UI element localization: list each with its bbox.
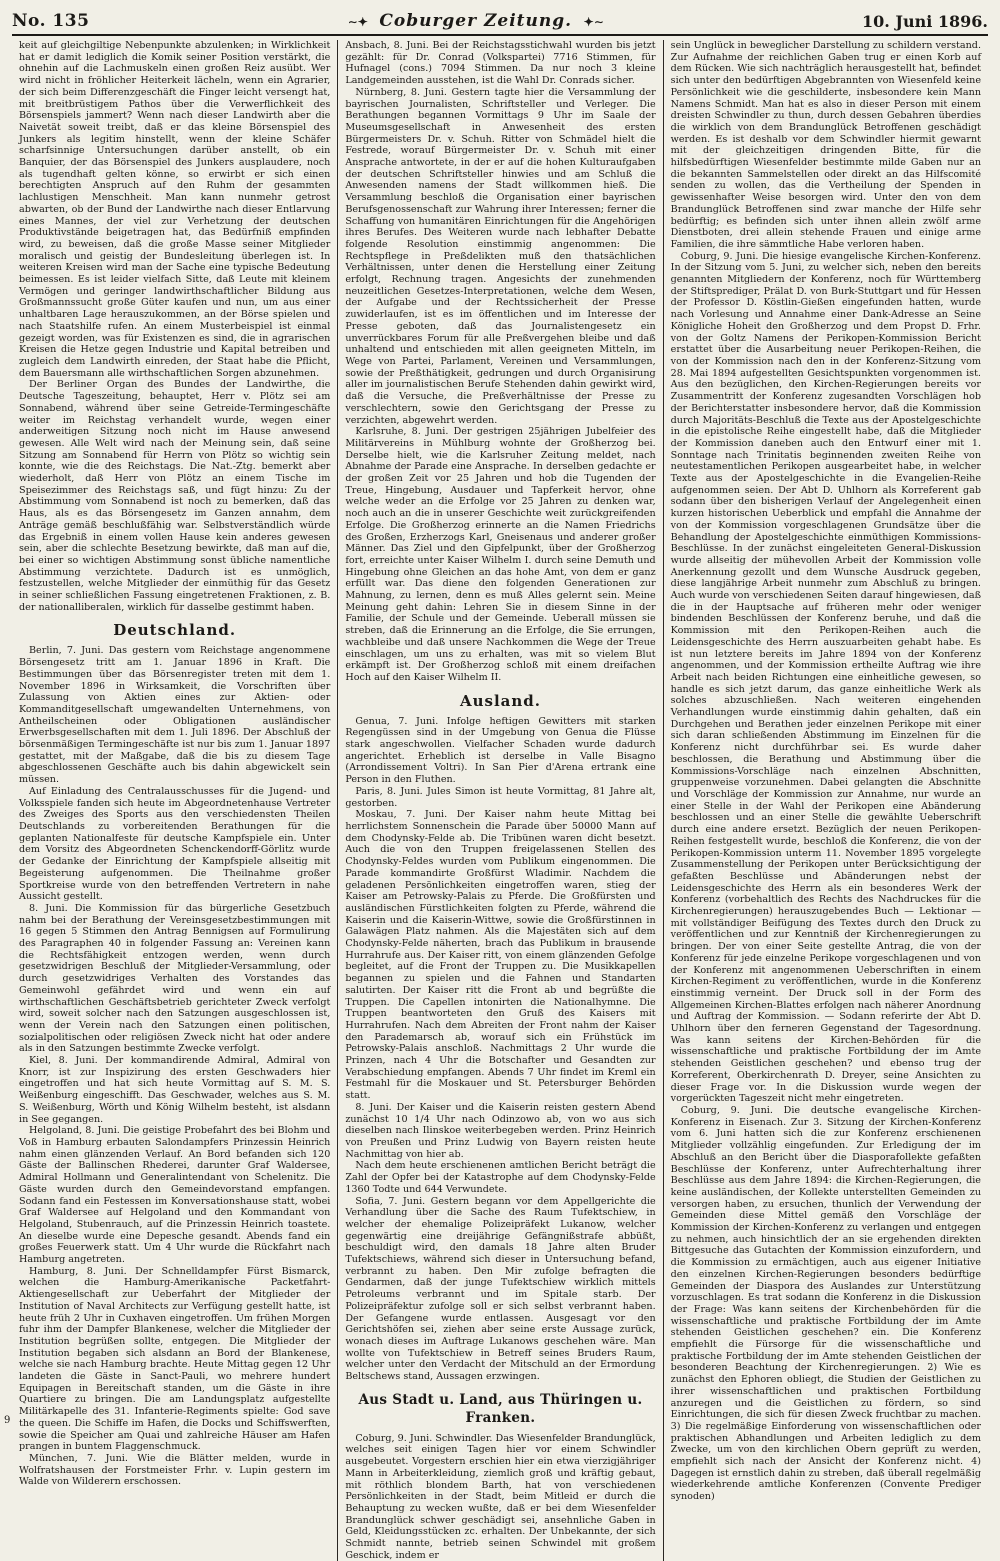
news-item-hamburg: Hamburg, 8. Juni. Der Schnelldampfer Fürst Bismarck, welchen die Hamburg-Amerikanische Packetfahrt-Aktiengesellschaft zur Ueberfahrt der Mitglieder der Institution of Naval Architects zur Verfügung gestellt hatte, ist heute früh 2 Uhr in Cuxhaven eingetroffen. Um frühen Morgen fuhr ihm der Dampfer Blankenese, welcher die Mitglieder der Institution begrüßen sollte, entgegen. Die Mitglieder der Institution begaben sich alsdann an Bord der Blankenese, welche sie nach Hamburg brachte. Heute Mittag gegen 12 Uhr landeten die Gäste in Sanct-Pauli, wo mehrere hundert Equipagen in Bereitschaft standen, um die Gäste in ihre Quartiere zu bringen. Die am Landungsplatz aufgestellte Militärkapelle des 31. Infanterie-Regiments spielte: God save the queen. Die Schiffe im Hafen, die Docks und Schiffswerften, sowie die Speicher am Quai und zahlreiche Häuser am Hafen prangen in buntem Flaggenschmuck. xyxy=(19,1265,331,1453)
news-item: Nach dem heute erschienenen amtlichen Bericht beträgt die Zahl der Opfer bei der Katastrophe auf dem Chodynsky-Felde 1360 Todte und 644 Verwundete. xyxy=(345,1160,656,1195)
news-item: Auf Einladung des Centralausschusses für die Jugend- und Volksspiele fanden sich heute im Abgeordnetenhause Vertreter des Zweiges des Sports aus den verschiedensten Theilen Deutschlands zu vorbereitenden Berathungen für die geplanten Nationalfeste für deutsche Kampfspiele ein. Unter dem Vorsitz des Abgeordneten Schenckendorff-Görlitz wurde der Gedanke der Einrichtung der Kampfspiele allseitig mit Begeisterung aufgenommen. Die Theilnahme großer Sportkreise wurde von den betreffenden Vertretern in nahe Aussicht gestellt. xyxy=(19,785,331,903)
news-item-coburg: Coburg, 9. Juni. Schwindler. Das Wiesenfelder Brandunglück, welches seit einigen Tagen hier vor einem Schwindler ausgebeutet. Vorgestern erschien hier ein etwa vierzigjähriger Mann in Arbeiterkleidung, ziemlich groß und kräftig gebaut, mit röthlich blondem Barth, hat von verschiedenen Persönlichkeiten in der Stadt, beim Mitleid er durch die Behauptung zu wecken wußte, daß er bei dem Wiesenfelder Brandunglück schwer geschädigt sei, ansehnliche Gaben in Geld, Kleidungsstücken zc. erhalten. Der Unbekannte, der sich Schmidt nannte, betrieb seinen Schwindel mit großem Geschick, indem er xyxy=(345,1432,656,1561)
section-heading-text: Deutschland. xyxy=(113,621,237,640)
column-1 xyxy=(12,40,337,1561)
article-paragraph: sein Unglück in beweglicher Darstellung zu schildern verstand. Zur Aufnahme der reichlichen Gaben trug er einen Korb auf dem Rücken. Wie sich nachträglich herausgestellt hat, befindet sich unter den bedürftigen Abgebrannten von Wiesenfeld keine Persönlichkeit wie die geschilderte, insbesondere kein Mann Namens Schmidt. Man hat es also in dieser Person mit einem dreisten Schwindler zu thun, durch dessen Gebahren überdies die wirklich von dem Brandunglück Betroffenen geschädigt werden. Es ist deshalb vor dem Schwindler hiermit gewarnt mit der gleichzeitigen dringenden Bitte, für die hilfsbedürftigen Wiesenfelder bestimmte milde Gaben nur an die bekannten Sammelstellen oder direkt an das Hilfscomité senden zu wollen, das die Vertheilung der Spenden in gewissenhafter Weise besorgen wird. Unter den von dem Brandunglück Betroffenen sind zwar manche der Hilfe sehr bedürftig; es befinden sich unter ihnen allein zwölf arme Dienstboten, drei allein stehende Frauen und einige arme Familien, die ihre sämmtliche Habe verloren haben. xyxy=(670,40,981,250)
newspaper-title: Coburger Zeitung. xyxy=(379,11,573,31)
columns xyxy=(12,40,988,1561)
section-heading-ausland xyxy=(345,692,655,710)
section-heading-text: Ausland. xyxy=(459,691,541,710)
news-item: 8. Juni. Der Kaiser und die Kaiserin reisten gestern Abend zunächst 10 1/4 Uhr nach Odinzowo ab, von wo aus sich dieselben nach Ilinskoe weiterbegeben werden. Prinz Heinrich von Preußen und Prinz Ludwig von Bayern reisten heute Nachmittag von hier ab. xyxy=(345,1101,656,1160)
news-item-ansbach: Ansbach, 8. Juni. Bei der Reichstagsstichwahl wurden bis jetzt gezählt: für Dr. Conrad (Volkspartei) 7716 Stimmen, für Hufnagel (cons.) 7094 Stimmen. Da nur noch 3 kleine Landgemeinden ausstehen, ist die Wahl Dr. Conrads sicher. xyxy=(345,40,656,87)
news-item-sofia: Sofia, 7. Juni. Gestern begann vor dem Appellgerichte die Verhandlung über die Sache des Raum Tufektschiew, in welcher der ehemalige Polizeipräfekt Lukanow, welcher gegenwärtig eine dreijährige Gefängnißstrafe abbüßt, beschuldigt wird, den damals 18 Jahre alten Bruder Tufektschiews, während sich dieser in Untersuchung befand, verbrannt zu haben. Den Mir zufolge befragten die Gendarmen, daß der junge Tufektschiew wirklich mittels Petroleums verbrannt und im Spitale starb. Der Polizeipräfektur zufolge soll er sich selbst verbrannt haben. Der Gefangene wurde entlassen. Ausgesagt vor den Gerichtshöfen sei, ziehen aber seine erste Aussage zurück, wonach dieses im Auftrage Lukanows geschehen wäre. Man wollte von Tufektschiew in Betreff seines Bruders Raum, welcher unter den Verdacht der Mitschuld an der Ermordung Beltschews stand, Aussagen erzwingen. xyxy=(345,1195,656,1383)
news-item-karlsruhe: Karlsruhe, 8. Juni. Der gestrigen 25jährigen Jubelfeier des Militärvereins in Mühlburg wohnte der Großherzog bei. Derselbe hielt, wie die Karlsruher Zeitung meldet, nach Abnahme der Parade eine Ansprache. In derselben gedachte er der großen Zeit vor 25 Jahren und hob die Tugenden der Treue, Hingebung, Ausdauer und Tapferkeit hervor, ohne welche weder an die Erfolge vor 25 Jahren zu denken war, noch auch an die in unserer Geschichte weit zurückgreifenden Erfolge. Die Großherzog erinnerte an die Namen Friedrichs des Großen, Erzherzogs Karl, Gneisenaus und anderer großer Männer. Das Ziel und den Gipfelpunkt, über der Großherzog fort, erreichte unter Kaiser Wilhelm I. durch seine Demuth und Hingebung ohne Gleichen an das hohe Amt, von dem er ganz erfüllt war. Das diene den folgenden Generationen zur Mahnung, zu lernen, denn es muß Alles gelernt sein. Meine Meinung geht dahin: Lehren Sie in diesem Sinne in der Familie, der Schule und der Gemeinde. Ueberall müssen sie streben, daß die Erinnerung an die Erfolge, die Sie errungen, wachbleibe und daß unsere Nachkommen die Wege der Treue einschlagen, um uns zu erhalten, was mit so vielem Blut erkämpft ist. Der Großherzog schloß mit einem dreifachen Hoch auf den Kaiser Wilhelm II. xyxy=(345,426,656,683)
news-item-moskau: Moskau, 7. Juni. Der Kaiser nahm heute Mittag bei herrlichstem Sonnenschein die Parade über 50000 Mann auf dem Chodynsky-Felde ab. Die Tribünen waren dicht besetzt. Auch die von den Truppen freigelassenen Stellen des Chodynsky-Feldes wurden vom Publikum eingenommen. Die Parade kommandirte Großfürst Wladimir. Nachdem die geladenen Persönlichkeiten eingetroffen waren, stieg der Kaiser am Petrowsky-Palais zu Pferde. Die Großfürsten und ausländischen Fürstlichkeiten folgten zu Pferde, während die Kaiserin und die Kaiserin-Wittwe, sowie die Großfürstinnen in Galawägen Platz nahmen. Als die Majestäten sich auf dem Chodynsky-Felde näherten, brach das Publikum in brausende Hurrahrufe aus. Der Kaiser ritt, von einem glänzenden Gefolge begleitet, auf die Front der Truppen zu. Die Musikkapellen begannen zu spielen und die Fahnen und Standarten salutirten. Der Kaiser ritt die Front ab und begrüßte die Truppen. Die Capellen intonirten die Nationalhymne. Die Truppen beantworteten den Gruß des Kaisers mit Hurrahrufen. Nach dem Abreiten der Front nahm der Kaiser den Parademarsch ab, worauf sich ein Frühstück im Petrowsky-Palais anschloß. Nachmittags 2 Uhr wurde die Prinzen, nach 4 Uhr die Botschafter und Gesandten zur Verabschiedung empfangen. Abends 7 Uhr findet im Kreml ein Festmahl für die Moskauer und St. Petersburger Behörden statt. xyxy=(345,809,656,1102)
column-2 xyxy=(337,40,662,1561)
corner-mark: 9 xyxy=(4,1415,11,1426)
masthead-center xyxy=(342,11,610,31)
issue-date: 10. Juni 1896. xyxy=(862,11,988,31)
ornament-left-icon: ∼✦ xyxy=(347,15,368,29)
section-heading-text: Aus Stadt u. Land, aus Thüringen u. Franken. xyxy=(358,1391,643,1426)
column-3 xyxy=(663,40,988,1561)
masthead xyxy=(12,8,988,36)
news-item: 8. Juni. Die Kommission für das bürgerliche Gesetzbuch nahm bei der Berathung der Vereinsgesetzbestimmungen mit 16 gegen 5 Stimmen den Antrag Bennigsen auf Formulirung des Paragraphen 40 in folgender Fassung an: Vereinen kann die Rechtsfähigkeit entzogen werden, wenn durch gesetzwidrigen Beschluß der Mitglieder-Versammlung, oder durch gesetzwidriges Verhalten des Vorstandes das Gemeinwohl gefährdet wird und wenn ein auf wirthschaftlichen Geschäftsbetrieb gerichteter Zweck verfolgt wird, soweit solcher nach den Satzungen ausgeschlossen ist, wenn der Verein nach den Satzungen einen politischen, sozialpolitischen oder religiösen Zweck nicht hat oder andere als in den Satzungen bestimmte Zwecke verfolgt. xyxy=(19,902,331,1055)
section-heading-stadt-und-land xyxy=(345,1391,655,1427)
news-item-muenchen: München, 7. Juni. Wie die Blätter melden, wurde in Wolfratshausen der Forstmeister Frhr. v. Lupin gestern im Walde von Wilderern erschossen. xyxy=(19,1452,331,1488)
news-item-helgoland: Helgoland, 8. Juni. Die geistige Probefahrt des bei Blohm und Voß in Hamburg erbauten Salondampfers Prinzessin Heinrich nahm einen glänzenden Verlauf. An Bord befanden sich 120 Gäste der Ballinschen Rhederei, darunter Graf Waldersee, Admiral Hollmann und Generalintendant von Schelenitz. Die Gäste wurden durch den Gemeindevorstand empfangen. Sodann fand ein Festessen im Konversationshause statt, wobei Graf Waldersee auf Helgoland und den Kommandant von Helgoland, Stubenrauch, auf die Prinzessin Heinrich toastete. An dieselbe wurde eine Depesche gesandt. Abends fand ein großes Feuerwerk statt. Um 4 Uhr wurde die Rückfahrt nach Hamburg angetreten. xyxy=(19,1125,331,1266)
news-item-genua: Genua, 7. Juni. Infolge heftigen Gewitters mit starken Regengüssen sind in der Umgebung von Genua die Flüsse stark angeschwollen. Vielfacher Schaden wurde dadurch angerichtet. Erheblich ist derselbe in Valle Bisagno (Arrondissement Voltri). In San Pier d'Arena ertrank eine Person in den Fluthen. xyxy=(345,715,656,786)
issue-number: No. 135 xyxy=(12,11,90,31)
section-heading-deutschland xyxy=(19,621,330,639)
article-paragraph: keit auf gleichgiltige Nebenpunkte abzulenken; in Wirklichkeit hat er damit lediglich die Komik seiner Position verstärkt, die ohnehin auf die Lachmuskeln einen großen Reiz ausübt. Wer wird nicht in fröhlicher Heiterkeit lächeln, wenn ein Agrarier, der sich beim Differenzgeschäft die Finger leicht versengt hat, mit breitbrüstigem Pathos über die Verwerflichkeit des Börsenspiels jammert? Wenn nach dieser Landwirth aber die Naivetät soweit treibt, daß er das kleine Börsenspiel des Junkers als legitim hinstellt, wenn der kleine Schäfer scharfsinnige Untersuchungen darüber anstellt, ob ein Banquier, der das Börsenspiel des Junkers ausplaudere, noch als tugendhaft gelten könne, so erwirbt er sich einen berechtigten Anspruch auf den Ruhm der gesammten lachlustigen Menschheit. Man kann nunmehr getrost abwarten, ob der Bund der Landwirthe nach dieser Entlarvung eines Mannes, der viel zur Verhetzung der deutschen Produktivstände beigetragen hat, das Bedürfniß empfinden wird, zu beweisen, daß die große Masse seiner Mitglieder moralisch und geistig der Bundesleitung überlegen ist. In weiteren Kreisen wird man der Sache eine typische Bedeutung beimessen. Es ist leider vielfach Sitte, daß Leute mit kleinem Vermögen und geringer landwirthschaftlicher Bildung aus Großmannssucht große Güter kaufen und nun, um aus einer unhaltbaren Lage herauszukommen, an der Börse spielen und nach Staatshilfe rufen. An einem Musterbeispiel ist einmal gezeigt worden, was für Existenzen es sind, die in agrarischen Kreisen die Hetze gegen Industrie und Kapital betreiben und zugleich dem Landwirth einreden, der Staat habe die Pflicht, dem Bauersmann alle wirthschaftlichen Sorgen abzunehmen. xyxy=(19,40,331,379)
news-item-coburg-eisenach: Coburg, 9. Juni. Die deutsche evangelische Kirchen-Konferenz in Eisenach. Zur 3. Sitzung der Kirchen-Konferenz vom 6. Juni hatten sich die zur Konferenz erschienenen Mitglieder vollzählig eingefunden. Zur Erledigung der im Abschluß an den Bericht über die Diasporafollekte gefaßten Beschlüsse der Konferenz, unter Aufrechterhaltung ihrer Beschlüsse aus dem Jahre 1894: die Kirchen-Regierungen, die keine ausländischen, der Kollekte unterstellten Gemeinden zu versorgen haben, zu ersuchen, thunlich der Verwendung der Gemeinden diese Mittel gemäß den Vorschläge der Kommission der Kirchen-Konferenz zu verlangen und entgegen zu nehmen, auch hinsichtlich der an sie ergehenden direkten Bittgesuche das Gutachten der Kommission einzufordern, und die Kommission zu ermächtigen, auch aus eigener Initiative den einzelnen Kirchen-Regierungen besonders bedürftige Gemeinden der Diaspora des Auslandes zur Unterstützung vorzuschlagen. Es trat sodann die Konferenz in die Diskussion der Frage: Was kann seitens der Kirchenbehörden für die wissenschaftliche und praktische Fortbildung der im Amte stehenden Geistlichen geschehen? ein. Die Konferenz empfiehlt die Fürsorge für die wissenschaftliche und praktische Fortbildung der im Amte stehenden Geistlichen der besonderen Beachtung der Kirchenregierungen. 2) Wie es zunächst den Ephoren obliegt, die Studien der Geistlichen zu ihrer wissenschaftlichen und praktischen Fortbildung anzuregen und die Geistlichen zu fördern, so sind Einrichtungen, die sich für diesen Zweck fruchtbar zu machen. 3) Die regelmäßige Einforderung von wissenschaftlichen oder praktischen Abhandlungen und Arbeiten lediglich zu dem Zwecke, um von den kirchlichen Obern geprüft zu werden, empfiehlt sich nach der Ansicht der Konferenz nicht. 4) Dagegen ist ernstlich dahin zu streben, daß überall regelmäßig wiederkehrende amtliche Konferenzen (Convente Prediger synoden) xyxy=(670,1104,981,1503)
news-item-coburg-kirchenkonferenz: Coburg, 9. Juni. Die hiesige evangelische Kirchen-Konferenz. In der Sitzung vom 5. Juni, zu welcher sich, neben den bereits genannten Mitgliedern der Konferenz, noch für Württemberg der Stiftsprediger, Prälat D. von Burk-Stuttgart und für Hessen der Professor D. Köstlin-Gießen eingefunden hatten, wurde nach Vorlesung und Annahme einer Dank-Adresse an Seine Königliche Hoheit den Großherzog und dem Propst D. Frhr. von der Goltz Namens der Perikopen-Kommission Bericht erstattet über die Ausarbeitung neuer Perikopen-Reihen, die von der Kommission nach den in der Konferenz-Sitzung vom 28. Mai 1894 aufgestellten Gesichtspunkten vorgenommen ist. Aus den bezüglichen, den Kirchen-Regierungen bereits vor Zusammentritt der Konferenz zugesandten Vorschlägen hob der Berichterstatter insbesondere hervor, daß die Kommission durch Majoritäts-Beschluß die Texte aus der Apostelgeschichte in die epistolische Reihe eingestellt habe, daß die Mitglieder der Kommission daneben auch den Entwurf einer mit 1. Sonntage nach Trinitatis beginnenden zweiten Reihe von neutestamentlichen Perikopen ausgearbeitet habe, in welcher Texte aus der Apostelgeschichte in die Evangelien-Reihe aufgenommen seien. Der Abt D. Uhlhorn als Korreferent gab sodann über den bisherigen Verlauf der Angelegenheit einen kurzen historischen Ueberblick und empfahl die Annahme der von der Kommission vorgeschlagenen Grundsätze über die Behandlung der Apostelgeschichte einmüthigen Kommissions-Beschlüsse. In der zunächst eingeleiteten General-Diskussion wurde allseitig der mühevollen Arbeit der Kommission volle Anerkennung gezollt und dem Wunsche Ausdruck gegeben, diese langjährige Arbeit nunmehr zum Abschluß zu bringen. Auch wurde von verschiedenen Seiten darauf hingewiesen, daß die in der Hauptsache auf früheren mehr oder weniger bindenden Beschlüssen der Konferenz beruhe, und daß die Kommission mit den Perikopen-Reihen auch die Leidensgeschichte des Herrn auszuarbeiten gehabt habe. Es ist nun letztere bereits im Jahre 1894 von der Konferenz angenommen, und der Kommission ertheilte Auftrag wie ihre Arbeit nach beiden Richtungen eine einheitliche gewesen, so handle es sich jetzt darum, das ganze einheitliche Werk als solches abzuschließen. Nach weiteren eingehenden Verhandlungen wurde einstimmig dahin gehalten, daß ein Durchgehen und Berathen jeder einzelnen Perikope mit einer sich daran schließenden Abstimmung im Einzelnen für die Konferenz nicht durchführbar sei. Es wurde daher beschlossen, die Berathung und Abstimmung über die Kommissions-Vorschläge nach einzelnen Abschnitten, gruppenweise vorzunehmen. Dabei gelangten die Abschnitte und Vorschläge der Kommission zur Annahme, nur wurde an einer Stelle in der Wahl der Perikopen eine Abänderung beschlossen und an einer Stelle die gewählte Ueberschrift durch eine andere ersetzt. Bezüglich der neuen Perikopen-Reihen festgestellt wurde, beschloß die Konferenz, die von der Perikopen-Kommission unterm 11. November 1895 vorgelegte Zusammenstellung der Perikopen unter Berücksichtigung der gefaßten Beschlüsse und Abänderungen nebst der Leidensgeschichte des Herrn als ein besonderes Werk der Konferenz (vorbehaltlich des Rechts des Nachdruckes für die Kirchenregierungen) herauszugebendes Buch — Lektionar — mit vollständiger Beifügung des Textes durch den Druck zu veröffentlichen und zur Kenntniß der Kirchenregierungen zu bringen. Der von einer Seite gestellte Antrag, die von der Konferenz für jede einzelne Perikope vorgeschlagenen und von der Konferenz mit angenommenen Ueberschriften in einem Kirchen-Regiment zu veröffentlichen, wurde in die Konferenz einstimmig verneint. Der Druck soll in der Form des Allgemeinen Kirchen-Blattes erfolgen nach näherer Anordnung und Auftrag der Kommission. — Sodann referirte der Abt D. Uhlhorn über den ferneren Gegenstand der Tagesordnung. Was kann seitens der Kirchen-Behörden für die wissenschaftliche und praktische Fortbildung der im Amte stehenden Geistlichen geschehen? und ebenso trug der Korreferent, Oberkirchenrath D. Dreyer, seine Ansichten zu dieser Frage vor. In die Diskussion wurde wegen der vorgerückten Tageszeit nicht mehr eingetreten. xyxy=(670,250,981,1105)
article-paragraph: Der Berliner Organ des Bundes der Landwirthe, die Deutsche Tageszeitung, behauptet, Herr v. Plötz sei am Sonnabend, während über seine Getreide-Termingeschäfte weiter im Reichstag verhandelt wurde, wegen einer anderweitigen Sitzung noch nicht im Hause anwesend gewesen. Alle Welt wird nach der Meinung sein, daß seine Sitzung am Sonnabend für Herrn von Plötz so wichtig sein konnte, wie die des Reichstags. Die Nat.-Ztg. bemerkt aber wiederholt, daß Herr von Plötz an einem Tische im Speisezimmer des Reichstags saß, und fügt hinzu: Zu der Abstimmung vom Sonnabend ist noch zu bemerken, daß das Haus, als es das Börsengesetz im Ganzen annahm, dem Anträge gemäß beschlußfähig war. Selbstverständlich würde das Ergebniß in einem vollen Hause kein anderes gewesen sein, aber die schlechte Besetzung bewirkte, daß man auf die, bei einer so wichtigen Abstimmung sonst übliche namentliche Abstimmung verzichtete. Dadurch ist es unmöglich, festzustellen, welche Mitglieder der einmüthig für das Gesetz in seiner schließlichen Fassung eingetretenen Fraktionen, z. B. der nationalliberalen, wirklich für dasselbe gestimmt haben. xyxy=(19,379,331,613)
news-item-berlin: Berlin, 7. Juni. Das gestern vom Reichstage angenommene Börsengesetz tritt am 1. Januar 1896 in Kraft. Die Bestimmungen über das Börsenregister treten mit dem 1. November 1896 in Wirksamkeit, die Vorschriften über Zulassung von Aktien eines zur Aktien- oder Kommanditgesellschaft umgewandelten Unternehmens, von Antheilscheinen oder Obligationen ausländischer Erwerbsgesellschaften mit dem 1. Juli 1896. Der Abschluß der börsenmäßigen Termingeschäfte ist nur bis zum 1. Januar 1897 gestattet, mit der Maßgabe, daß die bis zu diesem Tage abgeschlossenen Geschäfte auch bis dahin abgewickelt sein müssen. xyxy=(19,645,331,786)
ornament-right-icon: ✦∼ xyxy=(583,15,604,29)
news-item-nuernberg: Nürnberg, 8. Juni. Gestern tagte hier die Versammlung der bayrischen Journalisten, Schriftsteller und Verleger. Die Berathungen begannen Vormittags 9 Uhr im Saale der Museumsgesellschaft in Anwesenheit des ersten Bürgermeisters Dr. v. Schuh. Ritter von Schmädel hielt die Festrede, worauf Bürgermeister Dr. v. Schuh mit einer Ansprache antwortete, in der er auf die hohen Kulturaufgaben der deutschen Schriftsteller hinwies und am Schluß die Anwesenden namens der Stadt willkommen hieß. Die Versammlung beschloß die Organisation einer bayrischen Berufsgenossenschaft zur Wahrung ihrer Interessen; ferner die Schaffung von humanitären Einrichtungen für die Angehörigen ihres Berufes. Des Weiteren wurde nach lebhafter Debatte folgende Resolution einstimmig angenommen: Die Rechtspflege in Preßdelikten muß den thatsächlichen Verhältnissen, unter denen die Herstellung einer Zeitung erfolgt, Rechnung tragen. Angesichts der zunehmenden neuzeitlichen Gesetzes-Interpretationen, welche dem Wesen, der Aufgabe und der Rechtssicherheit der Presse zuwiderlaufen, ist es im öffentlichen und im Interesse der Presse geboten, daß das Journalistengesetz ein unverrückbares Forum für alle Preßvergehen bleibe und daß unhaltend und entschieden mit allen geeigneten Mitteln, im Wege von Partei, Parlament, Vereinen und Versammlungen, sowie der Preßthätigkeit, gedrungen und durch Organisirung aller im journalistischen Berufe Stehenden dahin gewirkt wird, daß die Versuche, die Preßverhältnisse der Presse zu verschlechtern, sowie den Gerichtsgang der Presse zu verzichten, abgewehrt werden. xyxy=(345,86,656,426)
news-item-paris: Paris, 8. Juni. Jules Simon ist heute Vormittag, 81 Jahre alt, gestorben. xyxy=(345,785,656,809)
news-item-kiel: Kiel, 8. Juni. Der kommandirende Admiral, Admiral von Knorr, ist zur Inspizirung des ersten Geschwaders hier eingetroffen und hat sich heute Vormittag auf S. M. S. Weißenburg eingeschifft. Das Geschwader, welches aus S. M. S. Weißenburg, Wörth und König Wilhelm besteht, ist alsdann in See gegangen. xyxy=(19,1055,331,1125)
